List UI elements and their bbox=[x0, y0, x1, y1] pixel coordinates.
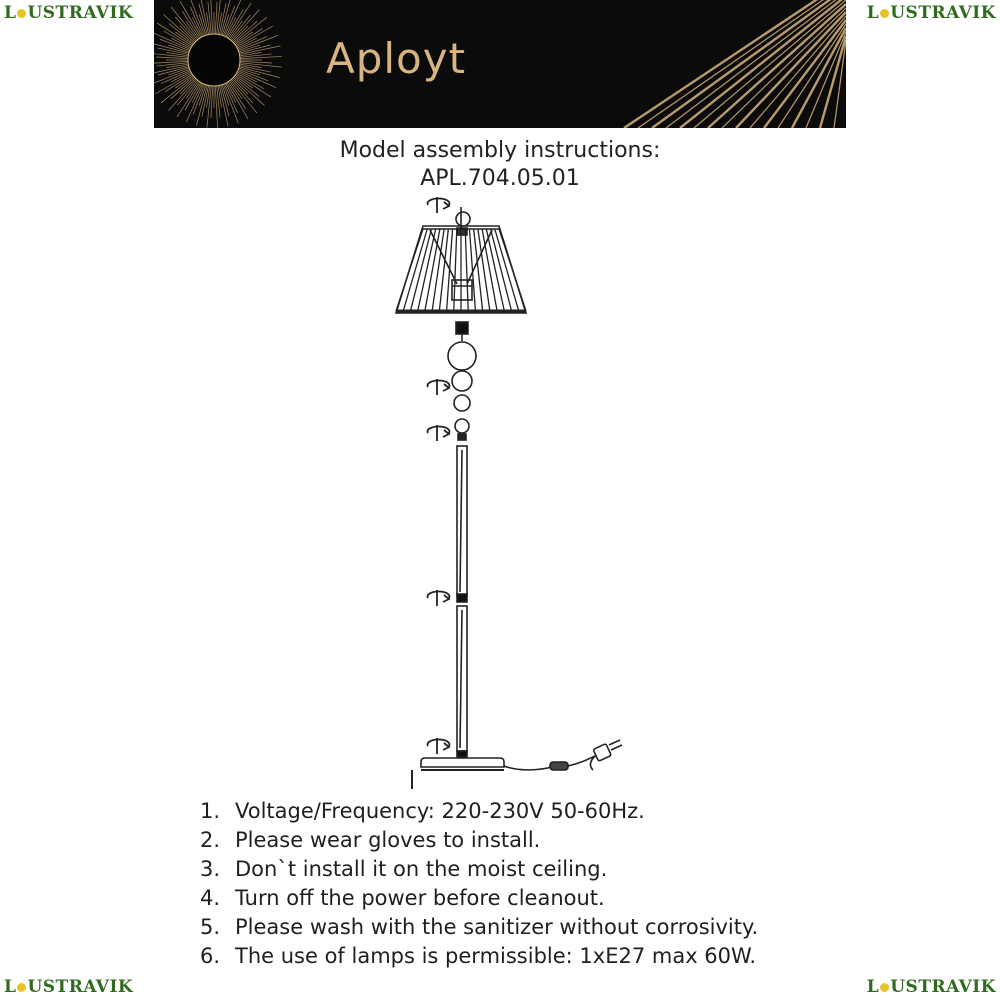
lamp-base bbox=[421, 758, 504, 770]
socket bbox=[456, 322, 468, 334]
instruction-item: 1. Voltage/Frequency: 220-230V 50-60Hz. bbox=[200, 799, 645, 823]
rotate-arrow-icon bbox=[427, 425, 449, 441]
rotate-arrow-icon bbox=[427, 590, 449, 606]
watermark-bottom-right: L USTRAVIK bbox=[866, 977, 996, 997]
instruction-item: 5. Please wash with the sanitizer without corrosivity. bbox=[200, 915, 759, 939]
instructions-list bbox=[200, 797, 758, 971]
lampshade bbox=[396, 226, 526, 313]
finial bbox=[456, 207, 470, 235]
rotate-arrow-icon bbox=[427, 197, 449, 213]
page-title: Model assembly instructions: bbox=[339, 138, 661, 163]
watermark-top-right: L USTRAVIK bbox=[866, 3, 996, 23]
brand-name: Aployt bbox=[326, 34, 467, 83]
upper-rod bbox=[457, 446, 467, 602]
instruction-item: 6. The use of lamps is permissible: 1xE27 max 60W. bbox=[200, 944, 757, 968]
instruction-item: 4. Turn off the power before cleanout. bbox=[200, 886, 605, 910]
power-cord bbox=[504, 740, 622, 770]
model-number: APL.704.05.01 bbox=[420, 166, 580, 191]
watermark-bottom-left: L USTRAVIK bbox=[4, 977, 134, 997]
lower-rod bbox=[457, 606, 467, 757]
rotate-arrow-icon bbox=[427, 379, 449, 395]
instruction-item: 2. Please wear gloves to install. bbox=[200, 828, 541, 852]
rotate-arrow-icon bbox=[427, 738, 449, 754]
glass-spheres bbox=[448, 342, 476, 440]
instruction-item: 3. Don`t install it on the moist ceiling. bbox=[200, 857, 608, 881]
plug-icon bbox=[590, 740, 622, 770]
watermark-top-left: L USTRAVIK bbox=[4, 3, 134, 23]
